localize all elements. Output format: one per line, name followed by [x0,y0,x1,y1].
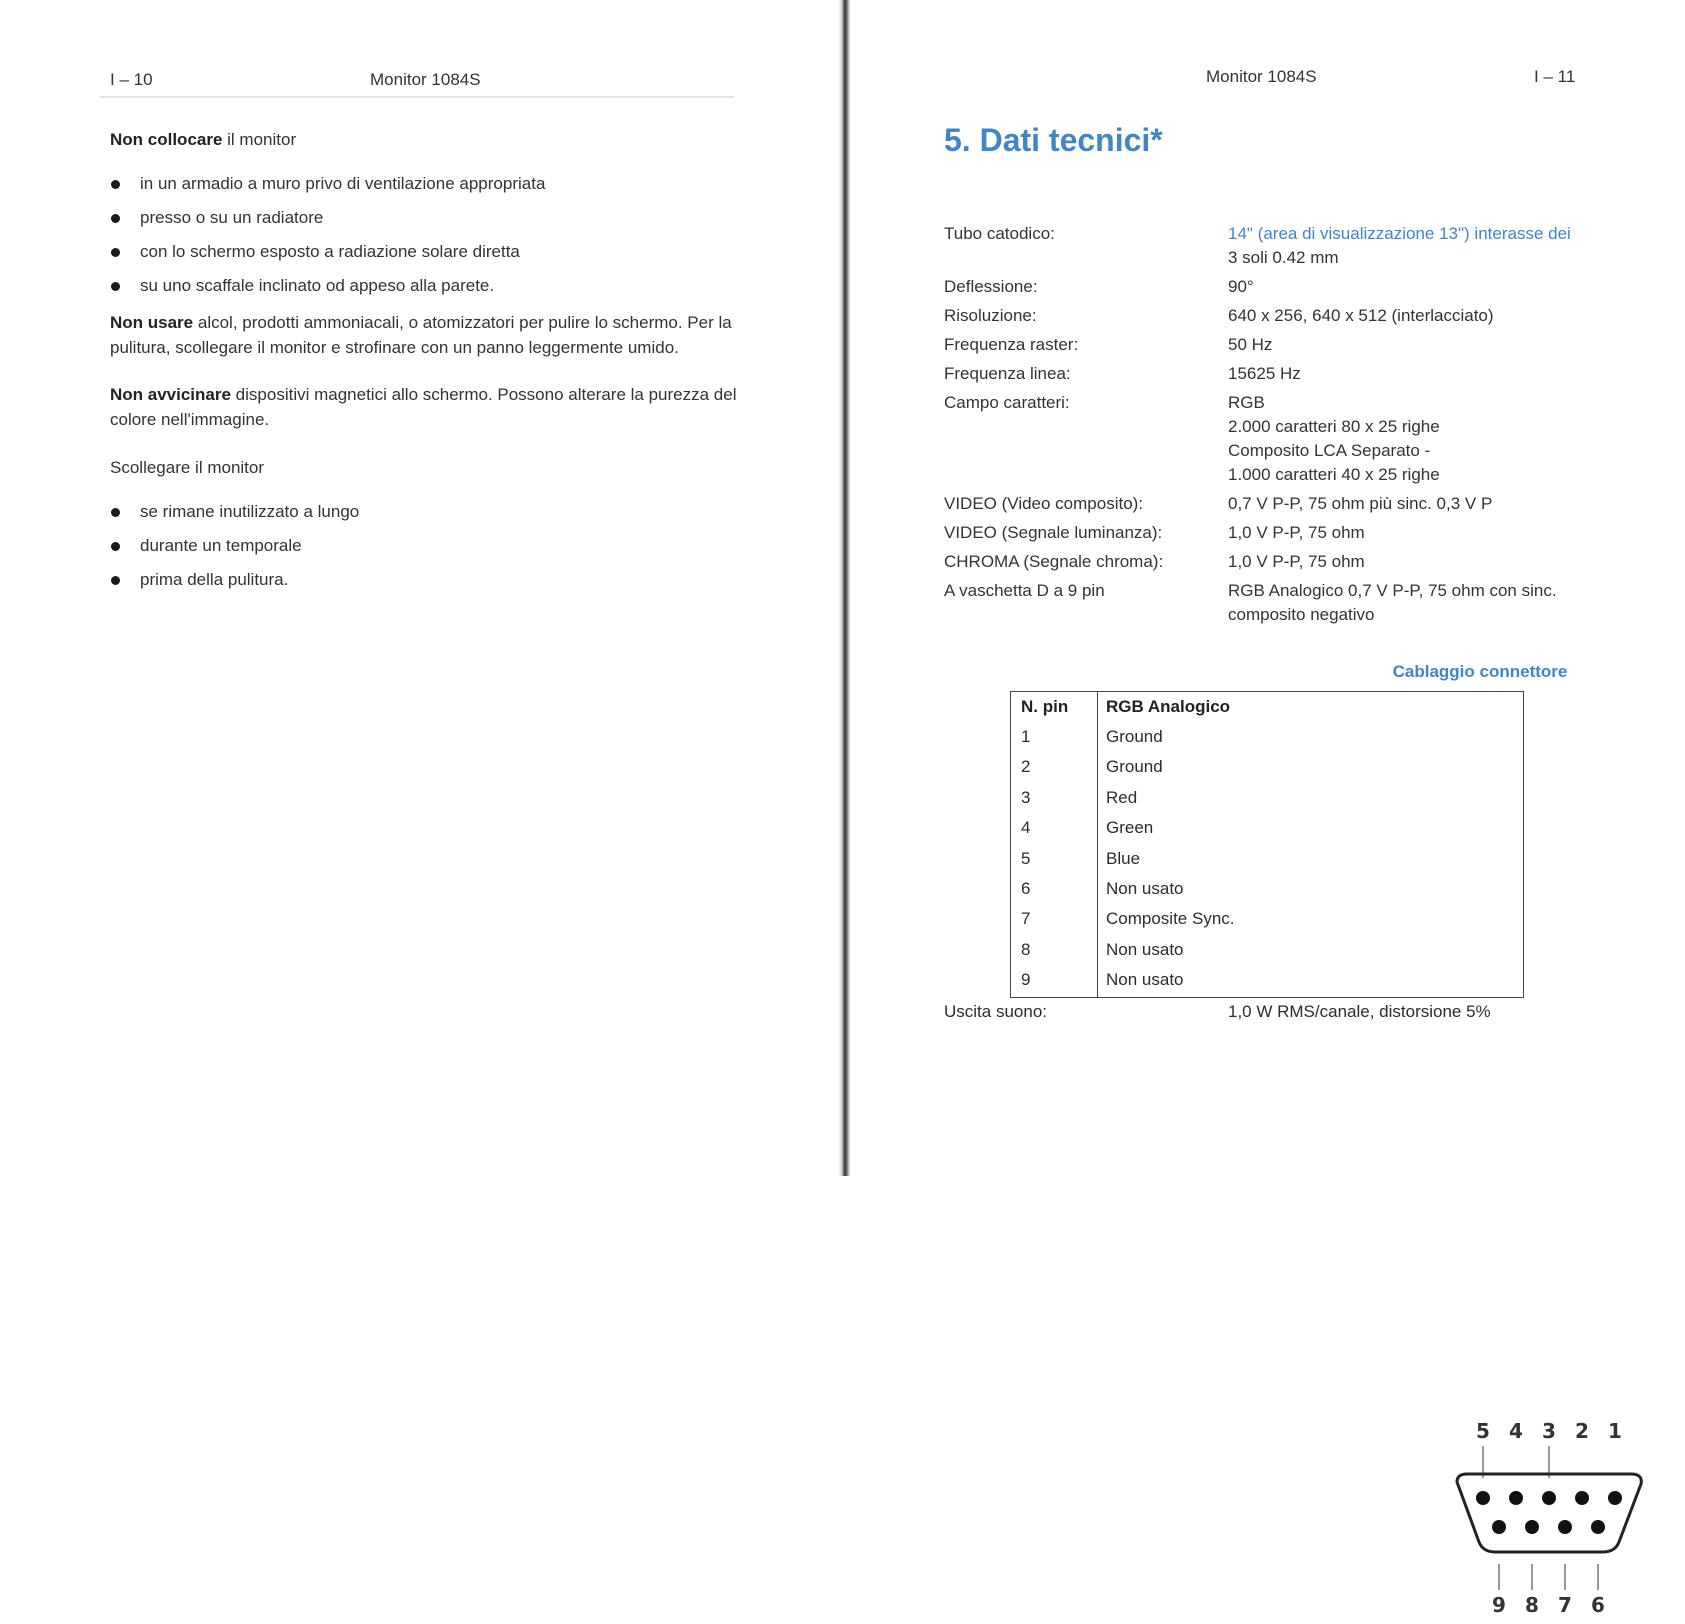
spec-row [944,304,1644,328]
pin-number: 8 [1021,940,1031,959]
pin-dot [1591,1520,1605,1534]
list-item: se rimane inutilizzato a lungo [110,495,750,529]
pin-signal: Composite Sync. [1106,909,1235,928]
spec-value [1228,304,1644,328]
left-header-rule [100,96,734,98]
table-row [1011,722,1311,752]
spec-label: VIDEO (Segnale luminanza): [944,523,1163,542]
list-item: presso o su un radiatore [110,201,750,235]
pin-signal: Red [1106,788,1138,807]
right-page [850,0,1685,1617]
para-non-collocare-bold: Non collocare [110,130,223,149]
pin-dot [1525,1520,1539,1534]
spec-value-line: 15625 Hz [1228,364,1301,383]
spec-value-line: 50 Hz [1228,335,1273,354]
pin-dot [1575,1491,1589,1505]
table-row [1011,965,1311,995]
pin-signal: Ground [1106,727,1163,746]
right-page-number: I – 11 [1534,67,1576,86]
spec-value-line: 3 soli 0.42 mm [1228,248,1339,267]
pin-signal: Non usato [1106,940,1184,959]
spec-value [1228,550,1644,574]
pin-dot [1608,1491,1622,1505]
spec-value [1228,521,1644,545]
connector-pin-label: 8 [1525,1593,1539,1617]
connector-pin-label: 2 [1575,1419,1589,1443]
table-row [1011,783,1311,813]
table-row [1011,813,1311,843]
left-header-title: Monitor 1084S [370,70,481,89]
para-non-avvicinare-text: dispositivi magnetici allo schermo. Possono alterare la purezza del colore nell'immagine. [110,385,737,429]
spec-value-line: 1.000 caratteri 40 x 25 righe [1228,465,1440,484]
spec-value-line: RGB Analogico 0,7 V P-P, 75 ohm con sinc. [1228,581,1557,600]
para-non-usare-text: alcol, prodotti ammoniacali, o atomizzatori per pulire lo schermo. Per la pulitura, scollegare il monitor e strofinare con un panno leggermente umido. [110,313,732,357]
pin-header-number: N. pin [1021,697,1069,716]
pin-dot [1476,1491,1490,1505]
table-row [1011,844,1311,874]
pin-dot [1492,1520,1506,1534]
spec-label: Frequenza linea: [944,364,1071,383]
list-item: prima della pulitura. [110,563,750,597]
left-page [0,0,842,1176]
spec-value [1228,333,1644,357]
pin-header-signal: RGB Analogico [1106,697,1231,716]
pin-number: 1 [1021,727,1031,746]
para-non-avvicinare-bold: Non avvicinare [110,385,231,404]
pin-number: 2 [1021,757,1031,776]
spec-value [1228,222,1644,270]
spec-list [944,222,1644,632]
spec-row [944,222,1644,270]
spec-value [1228,275,1644,299]
table-row [1011,904,1311,934]
pin-signal: Green [1106,818,1154,837]
connector-pin-label: 7 [1558,1593,1572,1617]
pin-number: 9 [1021,970,1031,989]
spec-label: CHROMA (Segnale chroma): [944,552,1164,571]
list-item: con lo schermo esposto a radiazione solare diretta [110,235,750,269]
left-page-number: I – 10 [110,70,153,89]
table-row [1011,935,1311,965]
spec-value-line: RGB [1228,393,1265,412]
connector-pin-label: 1 [1608,1419,1622,1443]
disconnect-list [110,495,750,597]
spec-row [944,275,1644,299]
spec-row [944,391,1644,487]
para-non-avvicinare [110,382,760,432]
pin-number: 5 [1021,849,1031,868]
para-non-usare-bold: Non usare [110,313,194,332]
spec-value-line: 640 x 256, 640 x 512 (interlacciato) [1228,306,1494,325]
spec-label: Deflessione: [944,277,1038,296]
book-gutter [838,0,850,1176]
spec-row [944,362,1644,386]
table-row [1011,874,1311,904]
list-item: in un armadio a muro privo di ventilazione appropriata [110,167,750,201]
para-non-usare [110,310,760,360]
spec-row [944,550,1644,574]
spec-label: VIDEO (Video composito): [944,494,1144,513]
pin-signal: Ground [1106,757,1163,776]
spec-label: Campo caratteri: [944,393,1070,412]
spec-value [1228,391,1644,487]
spec-row [944,521,1644,545]
pin-number: 4 [1021,818,1031,837]
spec-label: A vaschetta D a 9 pin [944,581,1105,600]
spec-value-line: 1,0 V P-P, 75 ohm [1228,552,1365,571]
connector-pin-label: 6 [1591,1593,1605,1617]
spec-value-line: Composito LCA Separato - [1228,441,1431,460]
spec-value [1228,362,1644,386]
spec-label: Frequenza raster: [944,335,1079,354]
pin-signal: Blue [1106,849,1141,868]
spec-value: 1,0 W RMS/canale, distorsione 5% [1228,1002,1491,1021]
pin-table-header [1011,692,1311,722]
spec-row [944,579,1644,627]
spec-row [944,492,1644,516]
pin-dot [1558,1520,1572,1534]
pin-dot [1509,1491,1523,1505]
pin-signal: Non usato [1106,970,1184,989]
dsub-connector-diagram [1451,1414,1671,1624]
connector-pin-label: 9 [1492,1593,1506,1617]
pin-dot [1542,1491,1556,1505]
spec-row [944,333,1644,357]
pin-number: 6 [1021,879,1031,898]
pin-signal: Non usato [1106,879,1184,898]
connector-pin-label: 3 [1542,1419,1556,1443]
spec-label: Tubo catodico: [944,224,1055,243]
section-title: 5. Dati tecnici* [944,122,1163,158]
spec-value-line: 90° [1228,277,1254,296]
spec-label: Risoluzione: [944,306,1037,325]
spec-value-line: 1,0 V P-P, 75 ohm [1228,523,1365,542]
spec-value [1228,492,1644,516]
pin-number: 7 [1021,909,1031,928]
list-item: durante un temporale [110,529,750,563]
para-non-collocare [110,127,296,152]
spec-value-line: composito negativo [1228,605,1375,624]
spec-value-line: 14" (area di visualizzazione 13") interasse dei [1228,224,1571,243]
pin-number: 3 [1021,788,1031,807]
para-non-collocare-text: il monitor [222,130,297,149]
spec-value [1228,579,1644,627]
right-header-title: Monitor 1084S [1206,67,1317,86]
list-item: su uno scaffale inclinato od appeso alla parete. [110,269,750,303]
para-scollegare: Scollegare il monitor [110,458,265,477]
spec-label: Uscita suono: [944,1002,1047,1021]
spec-value-line: 2.000 caratteri 80 x 25 righe [1228,417,1440,436]
connector-pin-label: 4 [1509,1419,1523,1443]
cable-title: Cablaggio connettore [1392,662,1568,681]
dsub-shell-outline [1457,1474,1641,1552]
spec-value-line: 0,7 V P-P, 75 ohm più sinc. 0,3 V P [1228,494,1493,513]
placement-list [110,167,750,303]
table-row [1011,752,1311,782]
connector-pin-label: 5 [1476,1419,1490,1443]
